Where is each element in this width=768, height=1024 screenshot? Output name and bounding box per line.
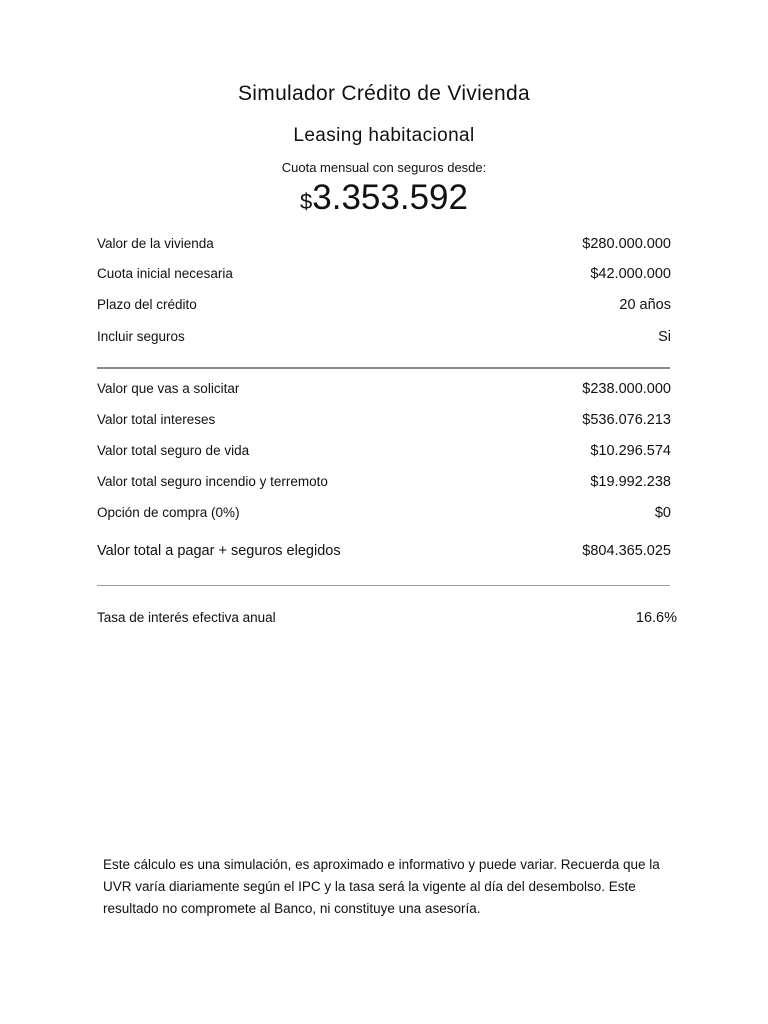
row-total-to-pay (97, 543, 671, 559)
divider-top (97, 367, 670, 369)
row-down-payment (97, 266, 671, 282)
row-fire-earthquake-insurance (97, 474, 671, 490)
row-label: Incluir seguros (97, 329, 185, 344)
row-label: Valor de la vivienda (97, 236, 214, 251)
row-value: Si (658, 329, 671, 345)
row-life-insurance (97, 443, 671, 459)
row-value: 20 años (619, 297, 671, 313)
row-interest-rate (97, 610, 677, 626)
row-label: Valor total seguro de vida (97, 443, 250, 458)
row-value: $238.000.000 (582, 381, 671, 397)
row-value: $536.076.213 (582, 412, 671, 428)
row-value: $19.992.238 (590, 474, 671, 490)
row-value: $280.000.000 (582, 236, 671, 252)
row-include-insurance (97, 329, 671, 345)
row-label: Plazo del crédito (97, 297, 197, 312)
row-label: Opción de compra (0%) (97, 505, 240, 520)
monthly-fee-caption: Cuota mensual con seguros desde: (281, 160, 487, 175)
row-value: 16.6% (635, 610, 677, 626)
row-value: $0 (654, 505, 671, 521)
row-label: Valor total a pagar + seguros elegidos (97, 543, 341, 559)
row-label: Cuota inicial necesaria (97, 266, 233, 281)
page-title: Simulador Crédito de Vivienda (238, 82, 530, 105)
row-label: Tasa de interés efectiva anual (97, 610, 276, 625)
fee-number: 3.353.592 (312, 178, 468, 217)
row-requested-amount (97, 381, 671, 397)
row-label: Valor total intereses (97, 412, 216, 427)
row-value: $804.365.025 (582, 543, 671, 559)
row-value: $10.296.574 (590, 443, 671, 459)
row-total-interest (97, 412, 671, 428)
product-name: Leasing habitacional (293, 125, 475, 146)
row-label: Valor total seguro incendio y terremoto (97, 474, 328, 489)
row-house-value (97, 236, 671, 252)
row-label: Valor que vas a solicitar (97, 381, 240, 396)
row-term (97, 297, 671, 313)
row-purchase-option (97, 505, 671, 521)
row-value: $42.000.000 (590, 266, 671, 282)
monthly-fee-amount (0, 180, 768, 215)
divider-bottom (97, 585, 670, 586)
disclaimer: Este cálculo es una simulación, es aproximado e informativo y puede variar. Recuerda que la UVR varía diariamente según el IPC y la tasa será la vigente al día del desembolso. Este resultado no compromete al Banco, ni constituye una asesoría. (103, 857, 660, 916)
currency-symbol: $ (300, 189, 313, 214)
